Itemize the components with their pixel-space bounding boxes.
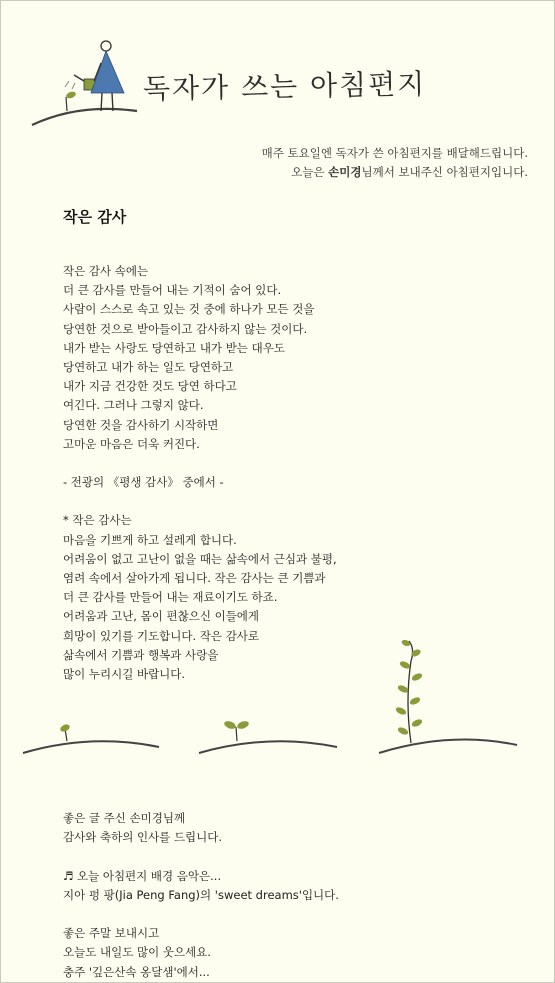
comment-line: 어려움이 없고 고난이 없을 때는 삶속에서 근심과 불평, bbox=[63, 551, 337, 566]
poem-line: 당연한 것을 감사하기 시작하면 bbox=[63, 417, 219, 432]
hill-line bbox=[23, 741, 159, 753]
vine-stem bbox=[408, 641, 413, 743]
poem-line: 더 큰 감사를 만들어 내는 기적이 숨어 있다. bbox=[63, 283, 282, 298]
poem-line: 고마운 마음은 더욱 커진다. bbox=[63, 436, 200, 451]
signoff-line: 오늘도 내일도 많이 웃으세요. bbox=[63, 945, 211, 960]
vine-leaf bbox=[411, 718, 424, 728]
signoff-line: 좋은 주말 보내시고 bbox=[63, 926, 160, 941]
music-line: ♬ 오늘 아침편지 배경 음악은... bbox=[63, 868, 222, 883]
poem-line: 내가 받는 사랑도 당연하고 내가 받는 대우도 bbox=[63, 340, 285, 355]
poem-line: 사람이 스스로 속고 있는 것 중에 하나가 모든 것을 bbox=[63, 302, 315, 317]
vine-leaf bbox=[397, 726, 410, 736]
signoff-line: 충주 '깊은산속 옹달샘'에서... bbox=[63, 964, 210, 979]
poem-line: 당연하고 내가 하는 일도 당연하고 bbox=[63, 359, 234, 374]
water-drop bbox=[72, 83, 75, 89]
vine-leaf bbox=[411, 672, 424, 682]
sprout-stem bbox=[66, 97, 67, 111]
comment-line: 어려움과 고난, 몸이 편찮으신 이들에게 bbox=[63, 609, 260, 624]
intro-line-2 bbox=[262, 163, 528, 182]
comment-line: 염려 속에서 살아가게 됩니다. 작은 감사는 큰 기쁨과 bbox=[63, 571, 326, 585]
hill-line bbox=[32, 109, 137, 125]
hill-line bbox=[199, 741, 337, 753]
vine-leaf bbox=[397, 684, 410, 694]
vine-leaf bbox=[395, 706, 408, 716]
comment-line: 희망이 있기를 기도합니다. 작은 감사로 bbox=[63, 628, 260, 643]
closing-line: 좋은 글 주신 손미경님께 bbox=[63, 811, 186, 825]
sprout-leaf bbox=[65, 90, 76, 99]
closing-block bbox=[63, 809, 339, 982]
person-leg bbox=[112, 93, 113, 111]
comment-line: * 작은 감사는 bbox=[63, 513, 132, 528]
music-line: 지아 펑 팡(Jia Peng Fang)의 'sweet dreams'입니다. bbox=[63, 887, 339, 902]
page-title: 독자가 쓰는 아침편지 bbox=[142, 67, 427, 106]
person-dress bbox=[91, 51, 124, 93]
intro-suffix: 님께서 보내주신 아침편지입니다. bbox=[361, 165, 528, 179]
poem-block bbox=[63, 262, 337, 684]
comment-line: 삶속에서 기쁨과 행복과 사랑을 bbox=[63, 647, 219, 662]
gardener-illustration bbox=[29, 33, 139, 128]
closing-line: 감사와 축하의 인사를 드립니다. bbox=[63, 830, 223, 845]
vine-leaf bbox=[401, 639, 411, 647]
vine-leaf bbox=[409, 696, 422, 706]
water-drop bbox=[65, 81, 69, 87]
poem-line: 여긴다. 그러나 그렇지 않다. bbox=[63, 398, 204, 413]
intro-text bbox=[262, 144, 528, 182]
intro-prefix: 오늘은 bbox=[291, 165, 329, 179]
poem-source: - 전광의 《평생 감사》 중에서 - bbox=[63, 475, 224, 490]
sprout-divider-illustration bbox=[1, 631, 555, 761]
poem-line: 내가 지금 건강한 것도 당연 하다고 bbox=[63, 379, 237, 394]
author-name: 손미경 bbox=[328, 165, 362, 179]
comment-line: 많이 누리시길 바랍니다. bbox=[63, 666, 186, 681]
person-head bbox=[101, 41, 111, 51]
watering-can-spout bbox=[74, 75, 84, 81]
hill-line bbox=[379, 740, 517, 753]
intro-line-1: 매주 토요일엔 독자가 쓴 아침편지를 배달해드립니다. bbox=[261, 146, 528, 160]
sprout-leaf bbox=[223, 720, 237, 730]
poem-line: 작은 감사 속에는 bbox=[63, 264, 149, 278]
person-leg bbox=[101, 93, 102, 111]
sprout-stem bbox=[236, 727, 237, 741]
comment-line: 더 큰 감사를 만들어 내는 재료이기도 하죠. bbox=[63, 590, 278, 605]
letter-title: 작은 감사 bbox=[63, 208, 127, 226]
poem-line: 당연한 것으로 받아들이고 감사하지 않는 것이다. bbox=[63, 321, 308, 336]
comment-line: 마음을 기쁘게 하고 설레게 합니다. bbox=[63, 532, 237, 547]
sprout-leaf bbox=[236, 720, 250, 730]
